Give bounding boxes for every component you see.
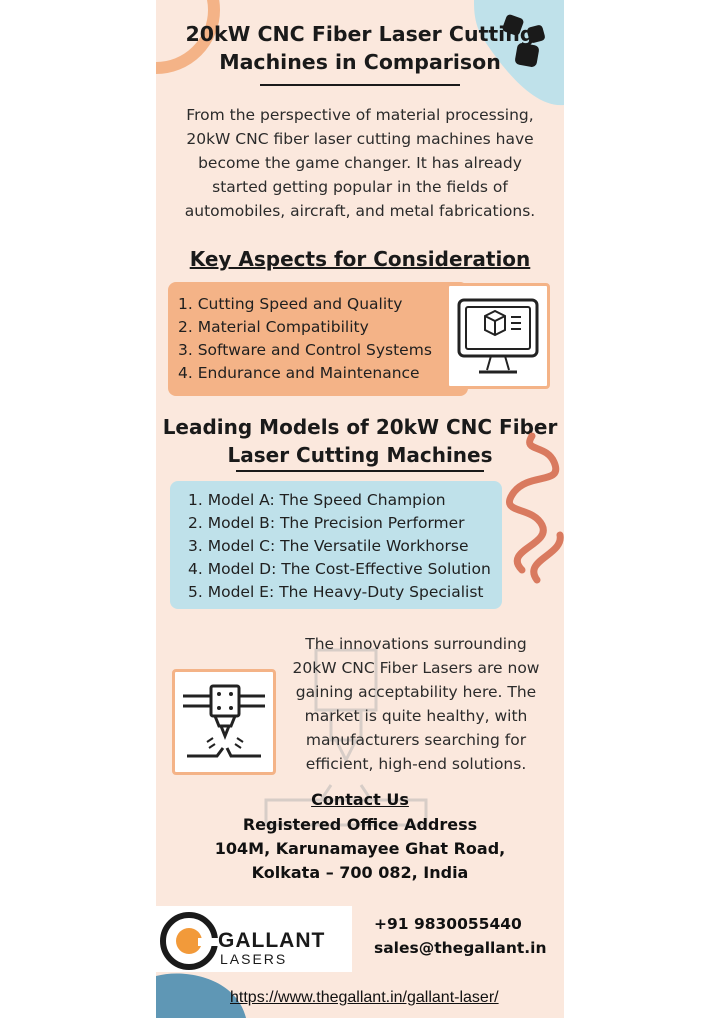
list-item: 2. Material Compatibility [178, 318, 369, 336]
title-line-2: Machines in Comparison [219, 50, 501, 74]
models-box [170, 481, 502, 609]
title-underline [260, 84, 460, 86]
contact-details [374, 912, 554, 960]
address-block [156, 813, 564, 885]
list-item: 3. Model C: The Versatile Workhorse [188, 537, 469, 555]
page-title [156, 20, 564, 76]
list-item: 4. Endurance and Maintenance [178, 364, 420, 382]
address-line-2: Kolkata – 700 082, India [251, 863, 469, 882]
logo-text-gallant: GALLANT [218, 929, 326, 952]
contact-heading: Contact Us [311, 790, 409, 809]
title-line-1: 20kW CNC Fiber Laser Cutting [185, 22, 535, 46]
aspects-heading: Key Aspects for Consideration [189, 247, 531, 271]
list-item: 1. Model A: The Speed Champion [188, 491, 446, 509]
aspects-list [168, 282, 468, 385]
models-list [170, 481, 502, 604]
computer-monitor-cube-icon [449, 286, 547, 386]
phone-number[interactable]: +91 9830055440 [374, 915, 522, 933]
list-item: 1. Cutting Speed and Quality [178, 295, 403, 313]
list-item: 2. Model B: The Precision Performer [188, 514, 465, 532]
laser-cutting-head-icon [175, 672, 273, 772]
monitor-card [446, 283, 550, 389]
infographic-page [156, 0, 564, 1018]
list-item: 3. Software and Control Systems [178, 341, 432, 359]
list-item: 5. Model E: The Heavy-Duty Specialist [188, 583, 484, 601]
email-address[interactable]: sales@thegallant.in [374, 939, 547, 957]
models-heading: Leading Models of 20kW CNC Fiber Laser Cutting Machines [162, 415, 558, 467]
list-item: 4. Model D: The Cost-Effective Solution [188, 560, 491, 578]
gallant-logo [156, 906, 352, 972]
logo-text-lasers: LASERS [220, 951, 288, 967]
models-underline [236, 470, 484, 472]
website-link[interactable]: https://www.thegallant.in/gallant-laser/ [230, 989, 499, 1006]
innovation-paragraph: The innovations surrounding 20kW CNC Fiber Lasers are now gaining acceptability here. The market is quite healthy, with manufacturers searching for efficient, high-end solutions. [292, 635, 540, 773]
address-label: Registered Office Address [242, 815, 478, 834]
logo-mark-icon [160, 912, 218, 970]
coil-decoration [502, 430, 564, 590]
intro-paragraph: From the perspective of material processing, 20kW CNC fiber laser cutting machines have become the game changer. It has already started getting popular in the fields of automobiles, aircraft, and metal fabrications. [184, 106, 536, 220]
aspects-box [168, 282, 468, 396]
address-line-1: 104M, Karunamayee Ghat Road, [214, 839, 506, 858]
